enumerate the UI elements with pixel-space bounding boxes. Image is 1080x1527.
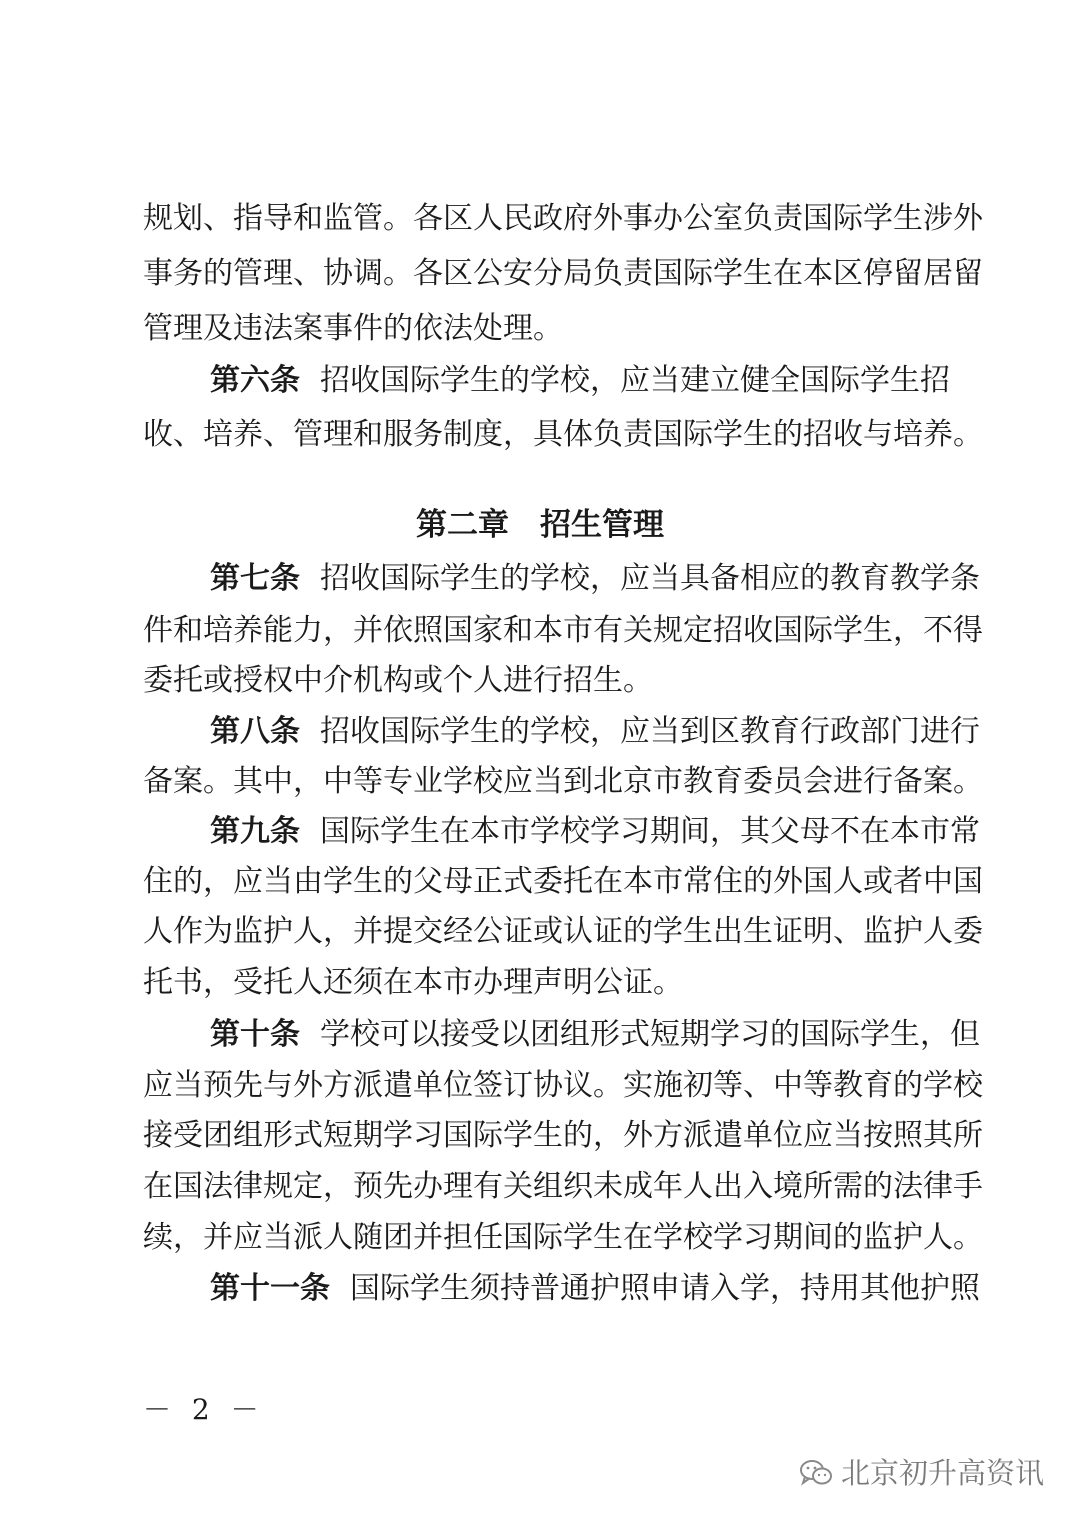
article-8-line (210, 713, 980, 751)
article-9-text: 国际学生在本市学校学习期间，其父母不在本市常 (320, 814, 980, 849)
article-8-text: 招收国际学生的学校，应当到区教育行政部门进行 (320, 714, 980, 749)
article-6-label: 第六条 (210, 363, 300, 398)
article-9-line: 人作为监护人，并提交经公证或认证的学生出生证明、监护人委 (143, 914, 983, 949)
article-7-text: 招收国际学生的学校，应当具备相应的教育教学条 (320, 561, 980, 596)
chapter-title: 第二章 招生管理 (416, 507, 664, 543)
article-10-line: 续，并应当派人随团并担任国际学生在学校学习期间的监护人。 (143, 1220, 983, 1255)
article-6-text: 招收国际学生的学校，应当建立健全国际学生招 (320, 363, 950, 398)
body-line: 规划、指导和监管。各区人民政府外事办公室负责国际学生涉外 (143, 201, 983, 236)
article-7-line: 委托或授权中介机构或个人进行招生。 (143, 663, 653, 698)
article-11-text: 国际学生须持普通护照申请入学，持用其他护照 (350, 1271, 980, 1306)
wechat-icon (799, 1458, 833, 1488)
article-10-text: 学校可以接受以团组形式短期学习的国际学生，但 (320, 1017, 980, 1052)
watermark-text: 北京初升高资讯 (840, 1456, 1044, 1490)
article-11-label: 第十一条 (210, 1271, 330, 1306)
article-10-line (210, 1016, 980, 1054)
article-10-line: 在国法律规定，预先办理有关组织未成年人出入境所需的法律手 (143, 1169, 983, 1204)
article-10-label: 第十条 (210, 1017, 300, 1052)
article-9-line (210, 813, 980, 851)
article-9-label: 第九条 (210, 814, 300, 849)
article-7-label: 第七条 (210, 561, 300, 596)
body-line: 事务的管理、协调。各区公安分局负责国际学生在本区停留居留 (143, 256, 983, 291)
page-number: － 2 － (143, 1393, 265, 1426)
article-7-line: 件和培养能力，并依照国家和本市有关规定招收国际学生，不得 (143, 613, 983, 648)
watermark (799, 1455, 1044, 1491)
article-10-line: 接受团组形式短期学习国际学生的，外方派遣单位应当按照其所 (143, 1118, 983, 1153)
article-9-line: 住的，应当由学生的父母正式委托在本市常住的外国人或者中国 (143, 864, 983, 899)
article-10-line: 应当预先与外方派遣单位签订协议。实施初等、中等教育的学校 (143, 1068, 983, 1103)
article-8-label: 第八条 (210, 714, 300, 749)
article-7-line (210, 560, 980, 598)
article-6-line (210, 362, 950, 400)
article-11-line (210, 1270, 980, 1308)
article-6-line: 收、培养、管理和服务制度，具体负责国际学生的招收与培养。 (143, 417, 983, 452)
article-8-line: 备案。其中，中等专业学校应当到北京市教育委员会进行备案。 (143, 764, 983, 799)
article-9-line: 托书，受托人还须在本市办理声明公证。 (143, 965, 683, 1000)
body-line: 管理及违法案事件的依法处理。 (143, 311, 563, 346)
